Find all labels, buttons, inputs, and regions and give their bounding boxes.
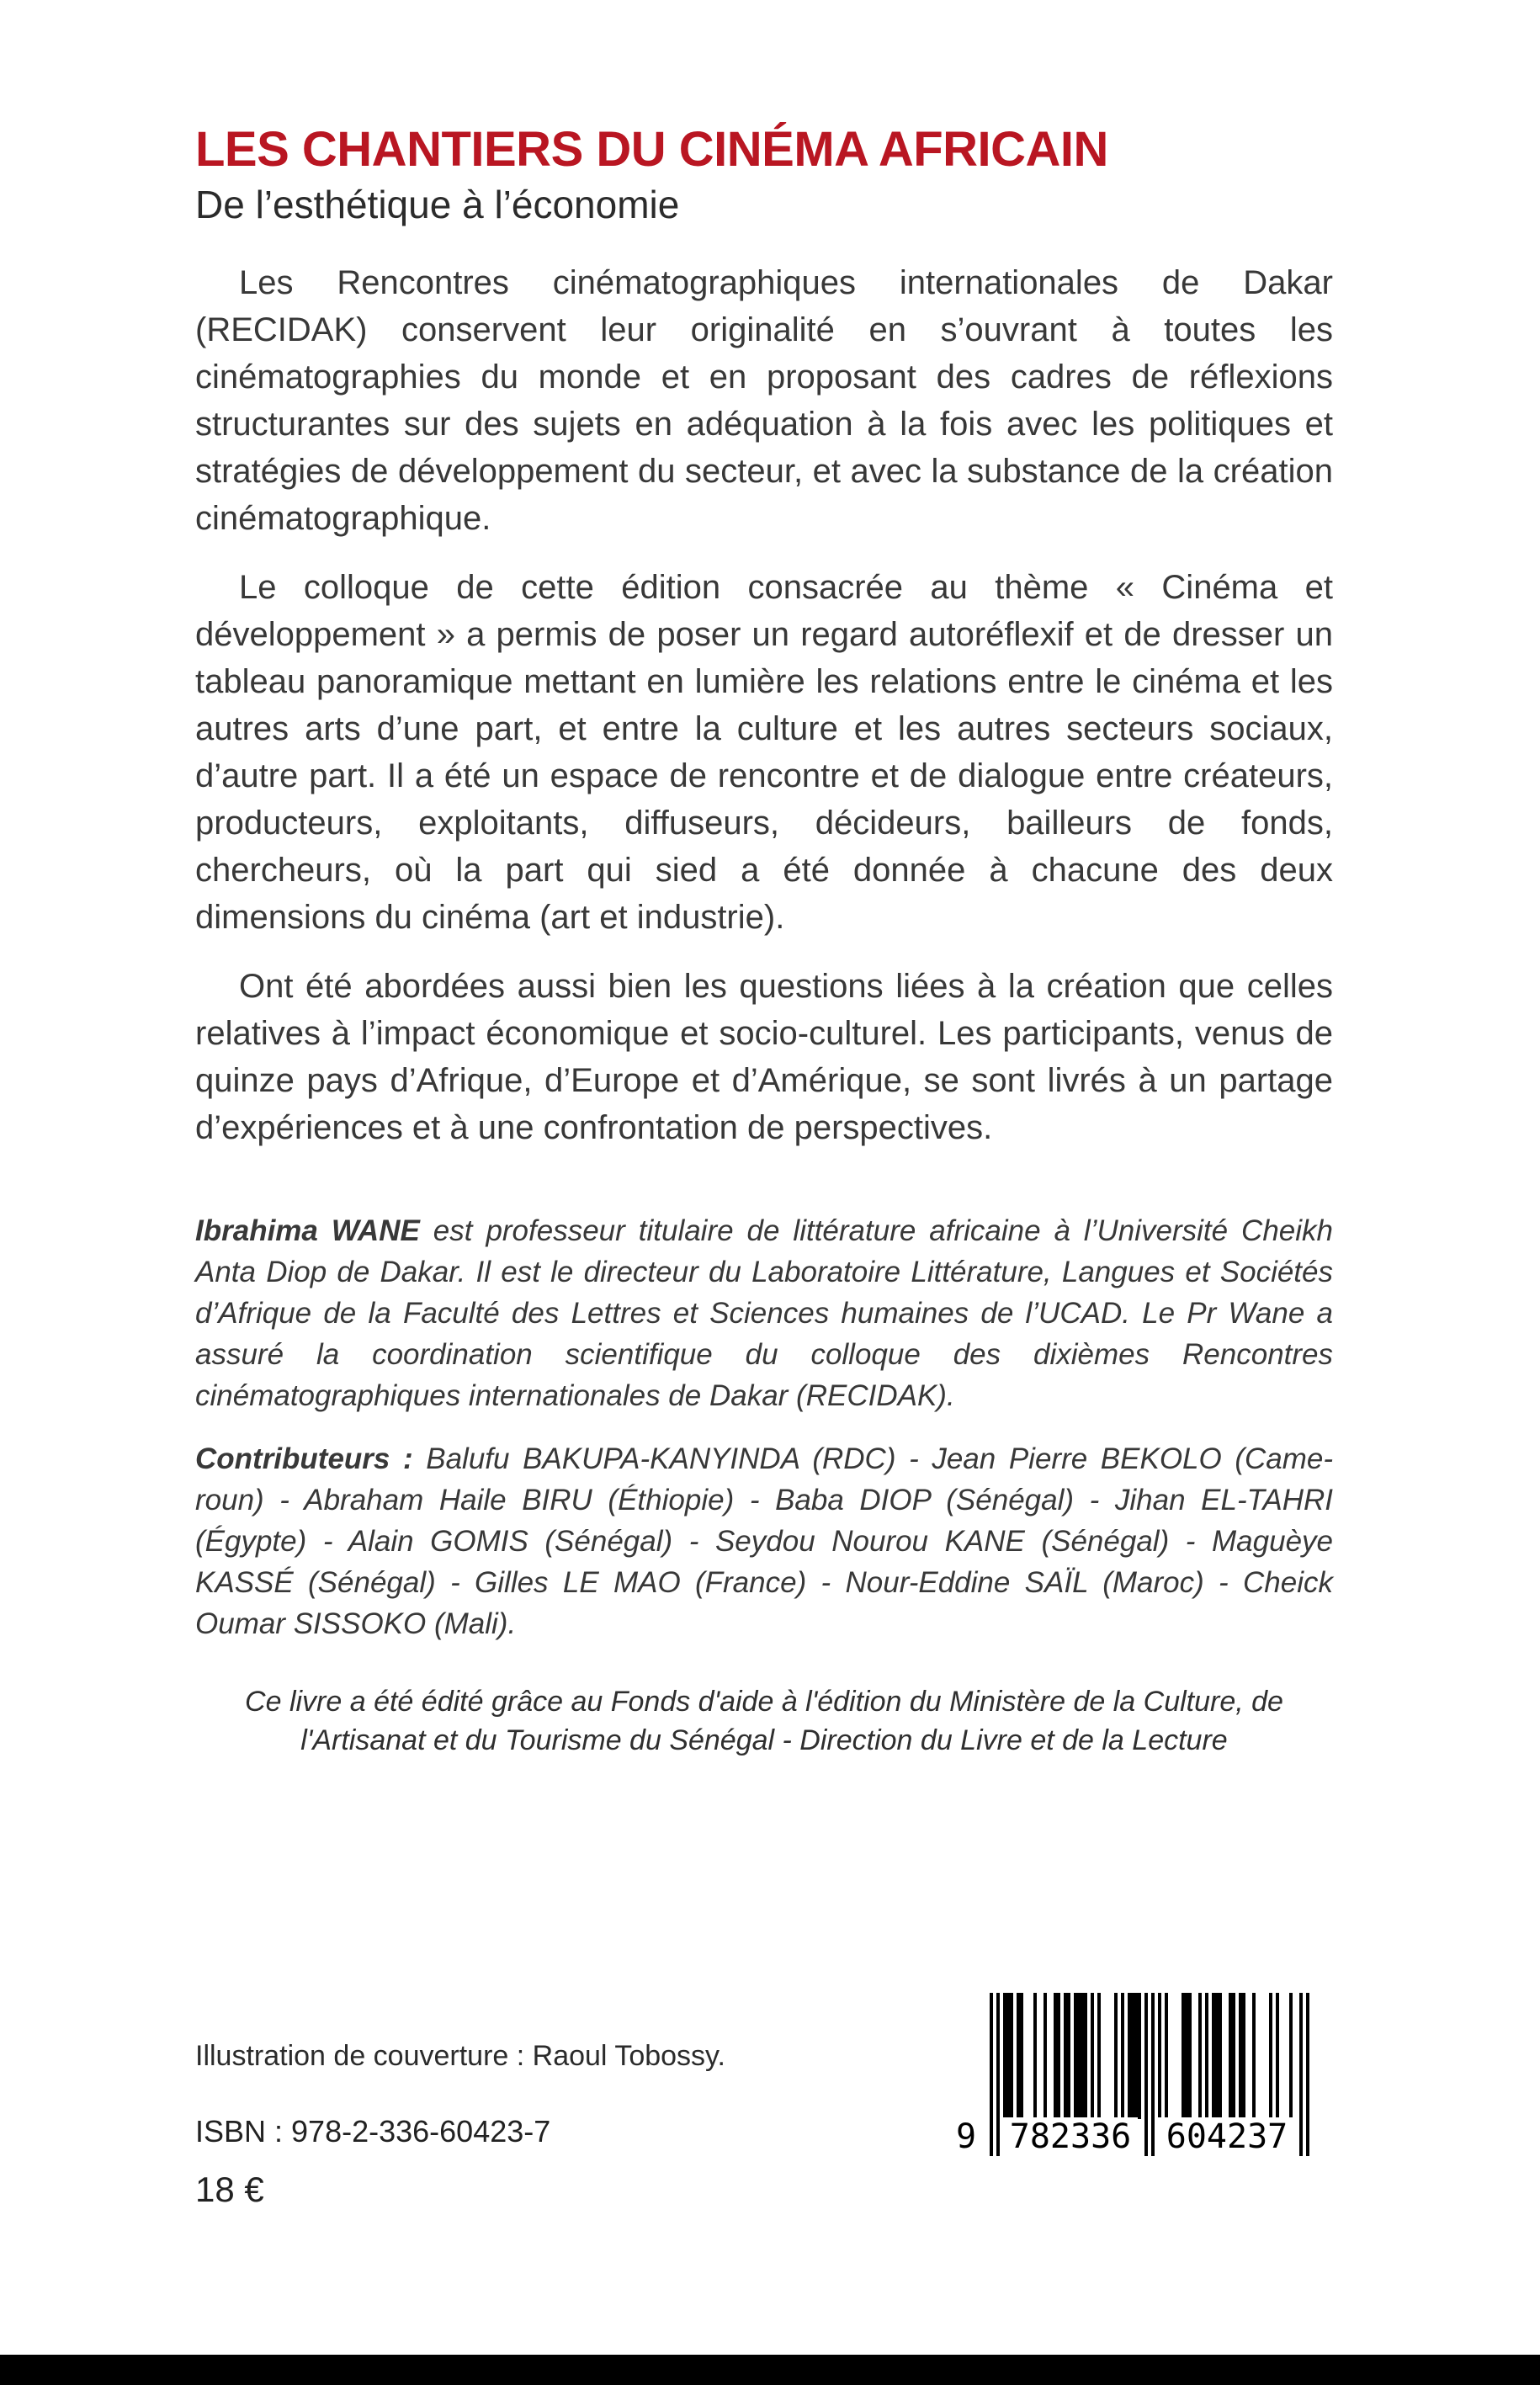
book-title: LES CHANTIERS DU CINÉMA AFRICAIN bbox=[195, 122, 1108, 177]
barcode-bar bbox=[1114, 1993, 1118, 2119]
barcode-bar bbox=[1144, 1993, 1148, 2156]
author-bio-text: est professeur titulaire de littérature africaine à l’Université Cheikh Anta Diop de Dakar. Il est le directeur du Laboratoire Littérature, Langues et Sociétés d’Afrique de la Faculté des Lettres et Sciences humaines de l’UCAD. Le Pr Wane a assuré la coordination scientifique du colloque des dixièmes Rencontres cinématographiques internationales de Dakar (RECIDAK). bbox=[195, 1214, 1333, 1412]
barcode-digits-right: 604237 bbox=[1158, 2117, 1296, 2156]
barcode-digit-first: 9 bbox=[956, 2117, 977, 2156]
barcode-bar bbox=[1276, 1993, 1279, 2119]
barcode-bar bbox=[1269, 1993, 1272, 2119]
synopsis-paragraph-2: Le colloque de cette édition consacrée au thème « Cinéma et développement » a permis de poser un regard autoréflexif et de dresser un tableau panoramique mettant en lumière les relations entre le cinéma et les autres arts d’une part, et entre la culture et les autres secteurs sociaux, d’autre part. Il a été un espace de rencontre et de dialogue entre créateurs, producteurs, exploitants, diffuseurs, décideurs, bailleurs de fonds, chercheurs, où la part qui sied a été donnée à chacune des deux dimensions du cinéma (art et industrie). bbox=[195, 568, 1333, 936]
barcode-bar bbox=[1219, 1993, 1222, 2119]
barcode-bar bbox=[1091, 1993, 1094, 2119]
barcode-bar bbox=[1020, 1993, 1023, 2119]
barcode-bar bbox=[1043, 1993, 1047, 2119]
barcode-bar bbox=[1097, 1993, 1101, 2119]
book-subtitle: De l’esthétique à l’économie bbox=[195, 182, 680, 226]
content-column bbox=[195, 122, 1333, 1761]
synopsis-paragraph-3: Ont été abordées aussi bien les questions liées à la création que celles relatives à l’impact économique et socio-culturel. Les participants, venus de quinze pays d’Afrique, d’Europe et d’Amérique, se sont livrés à un partage d’expériences et à une confrontation de perspectives. bbox=[195, 967, 1333, 1146]
barcode-bar bbox=[1252, 1993, 1256, 2119]
barcode-bar bbox=[1121, 1993, 1124, 2119]
barcode-bar bbox=[990, 1993, 993, 2156]
funding-note: Ce livre a été édité grâce au Fonds d'aide à l'édition du Ministère de la Culture, de l'Artisanat et du Tourisme du Sénégal - Direction du Livre et de la Lecture bbox=[245, 1685, 1283, 1756]
barcode-bar bbox=[1138, 1993, 1141, 2119]
cover-illustration-credit: Illustration de couverture : Raoul Tobossy. bbox=[195, 2040, 725, 2072]
contributors bbox=[195, 1438, 1333, 1644]
barcode-bar bbox=[1299, 1993, 1303, 2156]
barcode-bar bbox=[1067, 1993, 1070, 2119]
barcode-bar bbox=[1198, 1993, 1202, 2119]
barcode-bar bbox=[1084, 1993, 1087, 2119]
bottom-black-strip bbox=[0, 2355, 1540, 2385]
barcode-bar bbox=[1289, 1993, 1293, 2119]
barcode-bar bbox=[1033, 1993, 1037, 2119]
barcode-bar bbox=[1151, 1993, 1155, 2156]
contributors-label: Contributeurs : bbox=[195, 1442, 413, 1475]
barcode-bar bbox=[1306, 1993, 1309, 2156]
ean13-barcode bbox=[956, 1993, 1313, 2191]
synopsis-paragraph-1: Les Rencontres cinématographiques internationales de Dakar (RECIDAK) conservent leur originalité en s’ouvrant à toutes les cinématographies du monde et en proposant des cadres de réflexions structurantes sur des sujets en adéquation à la fois avec les politiques et stratégies de développement du secteur, et avec la substance de la création cinématographique. bbox=[195, 263, 1333, 537]
barcode-bar bbox=[1158, 1993, 1161, 2119]
barcode-bar bbox=[996, 1993, 1000, 2156]
barcode-bar bbox=[1188, 1993, 1192, 2119]
author-name: Ibrahima WANE bbox=[195, 1214, 420, 1247]
barcode-digits-left: 782336 bbox=[1003, 2117, 1138, 2156]
isbn-number: ISBN : 978-2-336-60423-7 bbox=[195, 2114, 551, 2149]
barcode-bar bbox=[1205, 1993, 1208, 2119]
price: 18 € bbox=[195, 2170, 264, 2209]
synopsis bbox=[195, 259, 1333, 1151]
author-bio bbox=[195, 1210, 1333, 1416]
contributors-list: Balufu BAKUPA-KANYINDA (RDC) - Jean Pierre BEKOLO (Came-roun) - Abraham Haile BIRU (Éthiopie) - Baba DIOP (Sénégal) - Jihan EL-TAHRI (Égypte) - Alain GOMIS (Sénégal) - Seydou Nourou KANE (Sénégal) - Maguèye KASSÉ (Sénégal) - Gilles LE MAO (France) - Nour-Eddine SAÏL (Maroc) - Cheick Oumar SISSOKO (Mali). bbox=[195, 1442, 1333, 1640]
barcode-bar bbox=[1165, 1993, 1168, 2119]
barcode-bar bbox=[1242, 1993, 1245, 2119]
barcode-bar bbox=[1232, 1993, 1235, 2119]
barcode-bar bbox=[1010, 1993, 1013, 2119]
barcode-bar bbox=[1057, 1993, 1060, 2119]
